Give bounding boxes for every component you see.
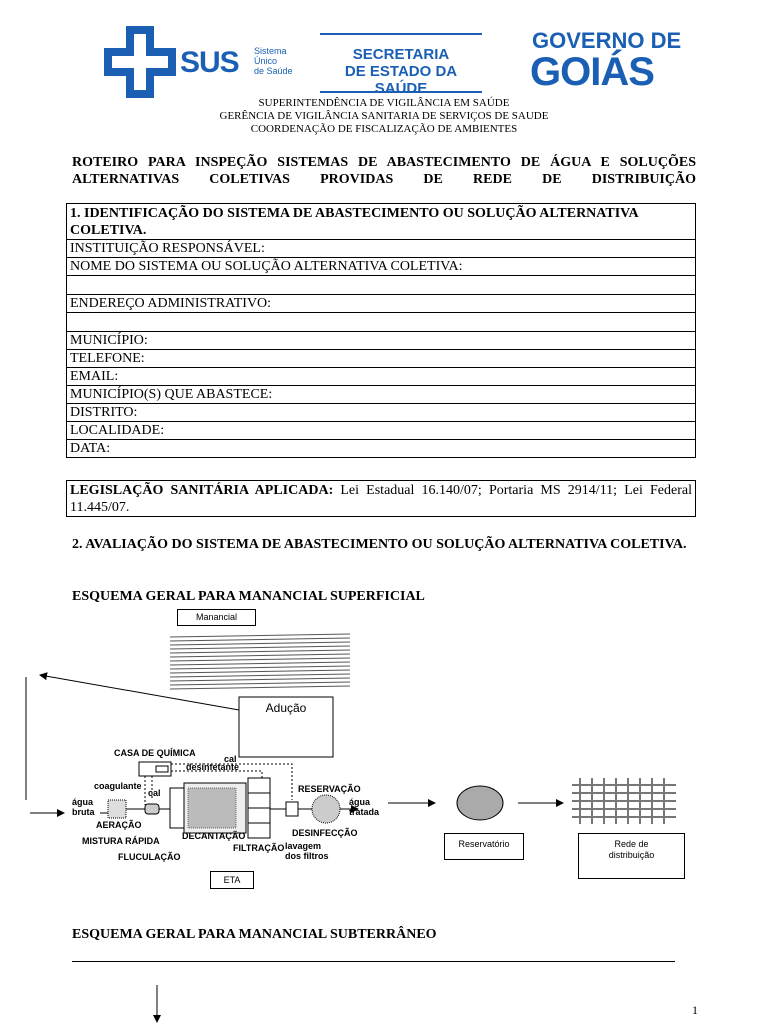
governo-logo-line1: GOVERNO DE (532, 28, 682, 53)
secretaria-line1: SECRETARIA (352, 46, 450, 63)
legislation-label: LEGISLAÇÃO SANITÁRIA APLICADA: (70, 483, 334, 498)
reservacao-label: RESERVAÇÃO (298, 784, 361, 794)
rede-label-line2: distribuição (608, 850, 655, 860)
form-row-blank[interactable] (67, 276, 696, 295)
floculacao-unit (170, 788, 184, 828)
down-arrow-icon (150, 985, 164, 1024)
reservatorio-label: Reservatório (444, 833, 524, 860)
coagulante-label: coagulante (94, 781, 142, 791)
agua-tratada-label-1: água (349, 797, 371, 807)
rede-distribuicao-label (578, 833, 685, 879)
form-row[interactable]: NOME DO SISTEMA OU SOLUÇÃO ALTERNATIVA COLETIVA: (67, 258, 696, 276)
manancial-label: Manancial (177, 609, 256, 626)
page-number: 1 (692, 1003, 698, 1017)
sus-subtitle-line: de Saúde (254, 66, 293, 76)
agua-tratada-label-2: tratada (349, 807, 380, 817)
form-row[interactable]: LOCALIDADE: (67, 422, 696, 440)
sus-cross-logo-icon (104, 26, 176, 98)
floculacao-label: FLUCULAÇÃO (118, 852, 181, 862)
secretaria-line2: DE ESTADO DA SAÚDE (344, 63, 458, 97)
header-superintendencia: SUPERINTENDÊNCIA DE VIGILÂNCIA EM SAÚDE (258, 97, 510, 109)
manancial-water-lines (170, 634, 350, 689)
form-row[interactable]: ENDEREÇO ADMINISTRATIVO: (67, 295, 696, 313)
rede-distribuicao-grid (572, 778, 676, 824)
aeracao-unit (108, 800, 126, 818)
cal-mid-label: cal (148, 788, 161, 798)
header-gerencia: GERÊNCIA DE VIGILÂNCIA SANITARIA DE SERVIÇOS DE SAUDE (219, 110, 549, 122)
mistura-rapida-unit (145, 804, 159, 814)
agua-bruta-label-1: água (72, 797, 94, 807)
legislation-text: Lei Estadual 16.140/07; Portaria MS 2914/11; Lei Federal 11.445/07. (70, 483, 692, 515)
form-row[interactable]: DISTRITO: (67, 404, 696, 422)
legislation-box (66, 480, 696, 517)
governo-logo-line2: GOIÁS (530, 50, 654, 94)
decantacao-label: DECANTAÇÃO (182, 831, 246, 841)
desinfetante-label: desinfetante (186, 762, 240, 772)
desinfeccao-label: DESINFECÇÃO (292, 828, 358, 838)
form-row[interactable]: MUNICÍPIO(S) QUE ABASTECE: (67, 386, 696, 404)
eta-label: ETA (210, 871, 254, 889)
sus-logo-subtitle (254, 46, 293, 76)
sus-subtitle-line: Único (254, 56, 278, 66)
rede-label-line1: Rede de (614, 839, 649, 849)
aducao-label: Adução (265, 701, 307, 715)
subterraneo-schema-title: ESQUEMA GERAL PARA MANANCIAL SUBTERRÂNEO (72, 927, 437, 942)
form-row-blank[interactable] (67, 313, 696, 332)
form-heading: 1. IDENTIFICAÇÃO DO SISTEMA DE ABASTECIMENTO OU SOLUÇÃO ALTERNATIVA COLETIVA. (67, 204, 696, 240)
sus-subtitle-line: Sistema (254, 46, 287, 56)
document-title-line2: ALTERNATIVAS COLETIVAS PROVIDAS DE REDE DE DISTRIBUIÇÃO (72, 172, 696, 187)
desinfeccao-unit (286, 802, 298, 816)
sus-logo-word: SUS (180, 46, 239, 79)
mistura-rapida-label: MISTURA RÁPIDA (82, 836, 160, 846)
cal-top-label: cal (224, 754, 237, 764)
document-title-line1: ROTEIRO PARA INSPEÇÃO SISTEMAS DE ABASTECIMENTO DE ÁGUA E SOLUÇÕES (72, 155, 696, 170)
form-row[interactable]: EMAIL: (67, 368, 696, 386)
form-row[interactable]: INSTITUIÇÃO RESPONSÁVEL: (67, 240, 696, 258)
reservatorio-ellipse (457, 786, 503, 820)
aeracao-label: AERAÇÃO (96, 820, 142, 830)
superficial-schema-title: ESQUEMA GERAL PARA MANANCIAL SUPERFICIAL (72, 589, 425, 604)
agua-bruta-label-2: bruta (72, 807, 95, 817)
secretaria-logo (320, 33, 482, 97)
schema-divider (72, 961, 675, 962)
lavagem-label-2: dos filtros (285, 851, 329, 861)
form-row[interactable]: TELEFONE: (67, 350, 696, 368)
filtracao-label: FILTRAÇÃO (233, 843, 285, 853)
header-coordenacao: COORDENAÇÃO DE FISCALIZAÇÃO DE AMBIENTES (250, 123, 518, 135)
reservacao-tank (312, 795, 340, 823)
form-row[interactable]: MUNICÍPIO: (67, 332, 696, 350)
identification-form (66, 203, 696, 458)
lavagem-label-1: lavagem (285, 841, 322, 851)
casa-quimica-label: CASA DE QUÍMICA (114, 748, 196, 758)
section2-heading: 2. AVALIAÇÃO DO SISTEMA DE ABASTECIMENTO OU SOLUÇÃO ALTERNATIVA COLETIVA. (72, 537, 687, 552)
form-row[interactable]: DATA: (67, 440, 696, 458)
casa-quimica-tank (156, 766, 168, 772)
